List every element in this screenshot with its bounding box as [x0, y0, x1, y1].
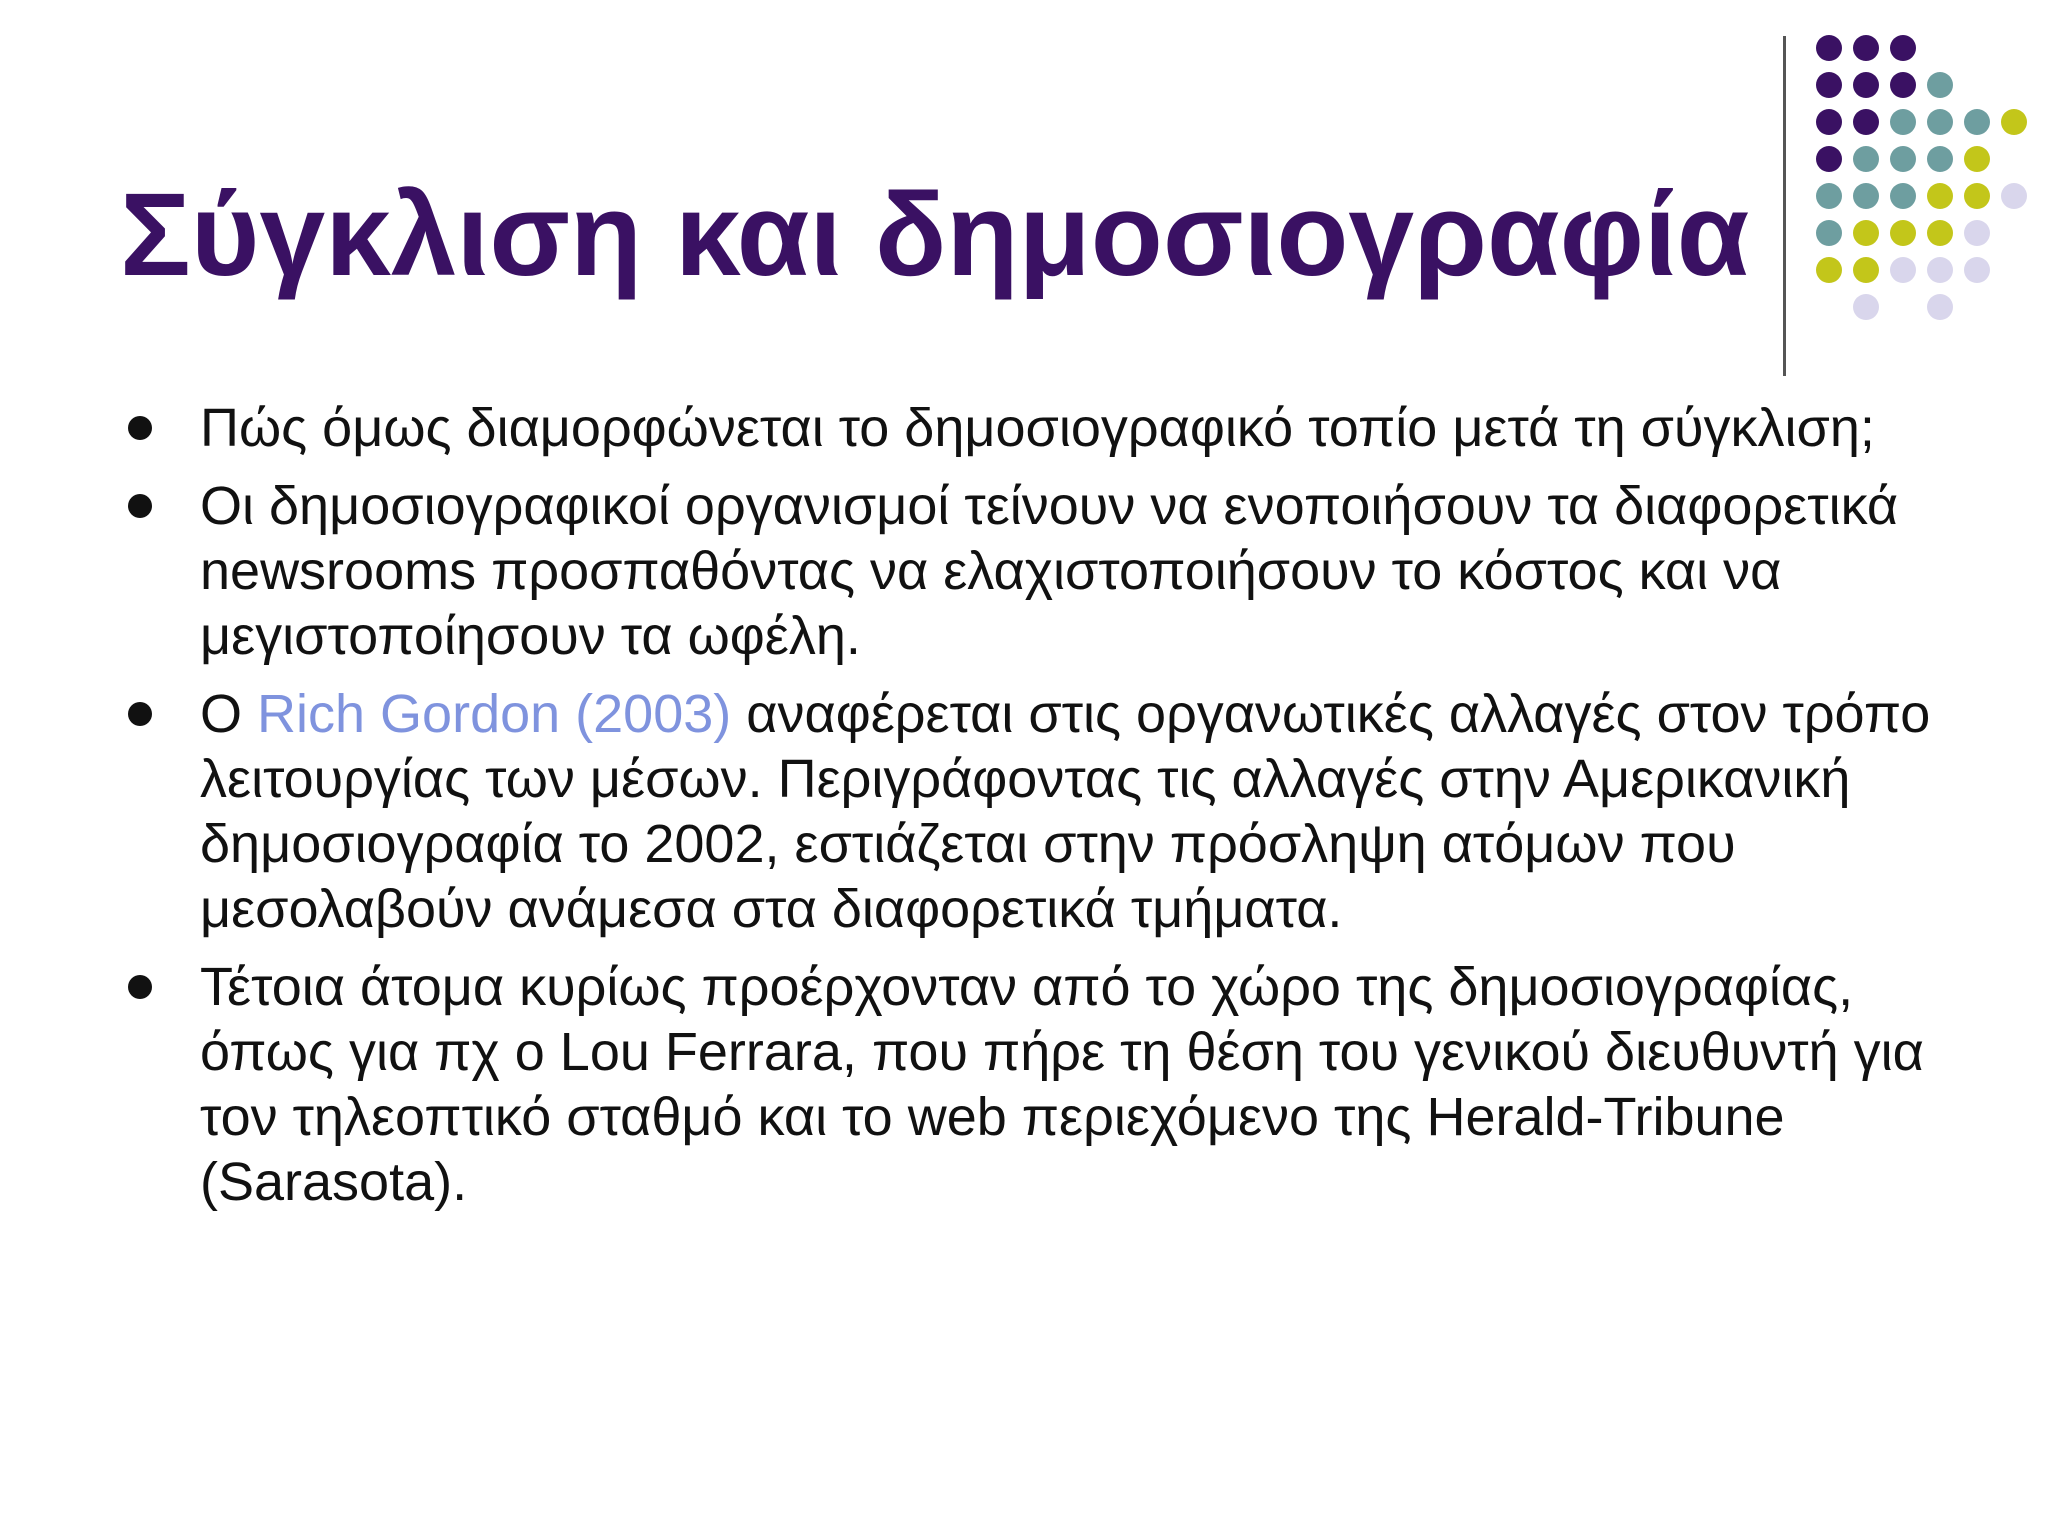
reference-link[interactable]: Rich Gordon (2003) — [257, 684, 732, 744]
bullet-dot-icon — [128, 975, 152, 999]
dot — [1816, 183, 1842, 209]
dot — [1816, 109, 1842, 135]
dot — [1927, 183, 1953, 209]
dot — [1890, 35, 1916, 61]
slide-title: Σύγκλιση και δημοσιογραφία — [120, 169, 1750, 301]
bullet-dot-icon — [128, 416, 152, 440]
dot — [1816, 35, 1842, 61]
dot — [1927, 109, 1953, 135]
dot — [1890, 146, 1916, 172]
dot — [1927, 146, 1953, 172]
dot — [1853, 183, 1879, 209]
dot — [1927, 72, 1953, 98]
dot — [1964, 183, 1990, 209]
bullet-dot-icon — [128, 494, 152, 518]
dot — [1890, 257, 1916, 283]
dot — [1927, 220, 1953, 246]
header-divider — [1783, 36, 1786, 376]
dot — [1853, 35, 1879, 61]
dot — [1964, 257, 1990, 283]
dot — [1890, 183, 1916, 209]
dot — [1816, 257, 1842, 283]
bullet-text: Πώς όμως διαμορφώνεται το δημοσιογραφικό τοπίο μετά τη σύγκλιση; — [200, 398, 1875, 458]
dot — [1927, 257, 1953, 283]
decorative-dot-grid — [1808, 30, 2028, 340]
dot — [1853, 72, 1879, 98]
dot — [2001, 183, 2027, 209]
dot — [1927, 294, 1953, 320]
bullet-text-suffix: αναφέρεται στις οργανωτικές αλλαγές στον τρόπο λειτουργίας των μέσων. Περιγράφοντας τις αλλαγές στην Αμερικανική δημοσιογραφία το 2002, εστιάζεται στην πρόσληψη ατόμων που μεσολαβούν ανάμεσα στα διαφορετικά τμήματα. — [200, 684, 1931, 939]
dot — [1890, 220, 1916, 246]
bullet-list — [120, 396, 1940, 1228]
bullet-item — [120, 955, 1940, 1215]
dot — [1853, 109, 1879, 135]
dot — [1816, 146, 1842, 172]
bullet-text-prefix: Ο — [200, 684, 258, 744]
dot — [1964, 220, 1990, 246]
bullet-item — [120, 396, 1940, 461]
dot — [1853, 220, 1879, 246]
bullet-text: Οι δημοσιογραφικοί οργανισμοί τείνουν να ενοποιήσουν τα διαφορετικά newsrooms προσπαθόντας να ελαχιστοποιήσουν το κόστος και να μεγιστοποίησουν τα ωφέλη. — [200, 476, 1899, 666]
dot — [1853, 146, 1879, 172]
bullet-item — [120, 682, 1940, 942]
dot — [1816, 220, 1842, 246]
dot — [1853, 294, 1879, 320]
dot — [2001, 109, 2027, 135]
dot — [1816, 72, 1842, 98]
dot — [1853, 257, 1879, 283]
dot — [1964, 109, 1990, 135]
dot — [1890, 72, 1916, 98]
bullet-dot-icon — [128, 702, 152, 726]
bullet-item — [120, 474, 1940, 669]
dot — [1890, 109, 1916, 135]
bullet-text: Τέτοια άτομα κυρίως προέρχονταν από το χώρο της δημοσιογραφίας, όπως για πχ ο Lou Ferrara, που πήρε τη θέση του γενικού διευθυντή για τον τηλεοπτικό σταθμό και το web περιεχόμενο της Herald-Tribune (Sarasota). — [200, 957, 1924, 1212]
dot — [1964, 146, 1990, 172]
